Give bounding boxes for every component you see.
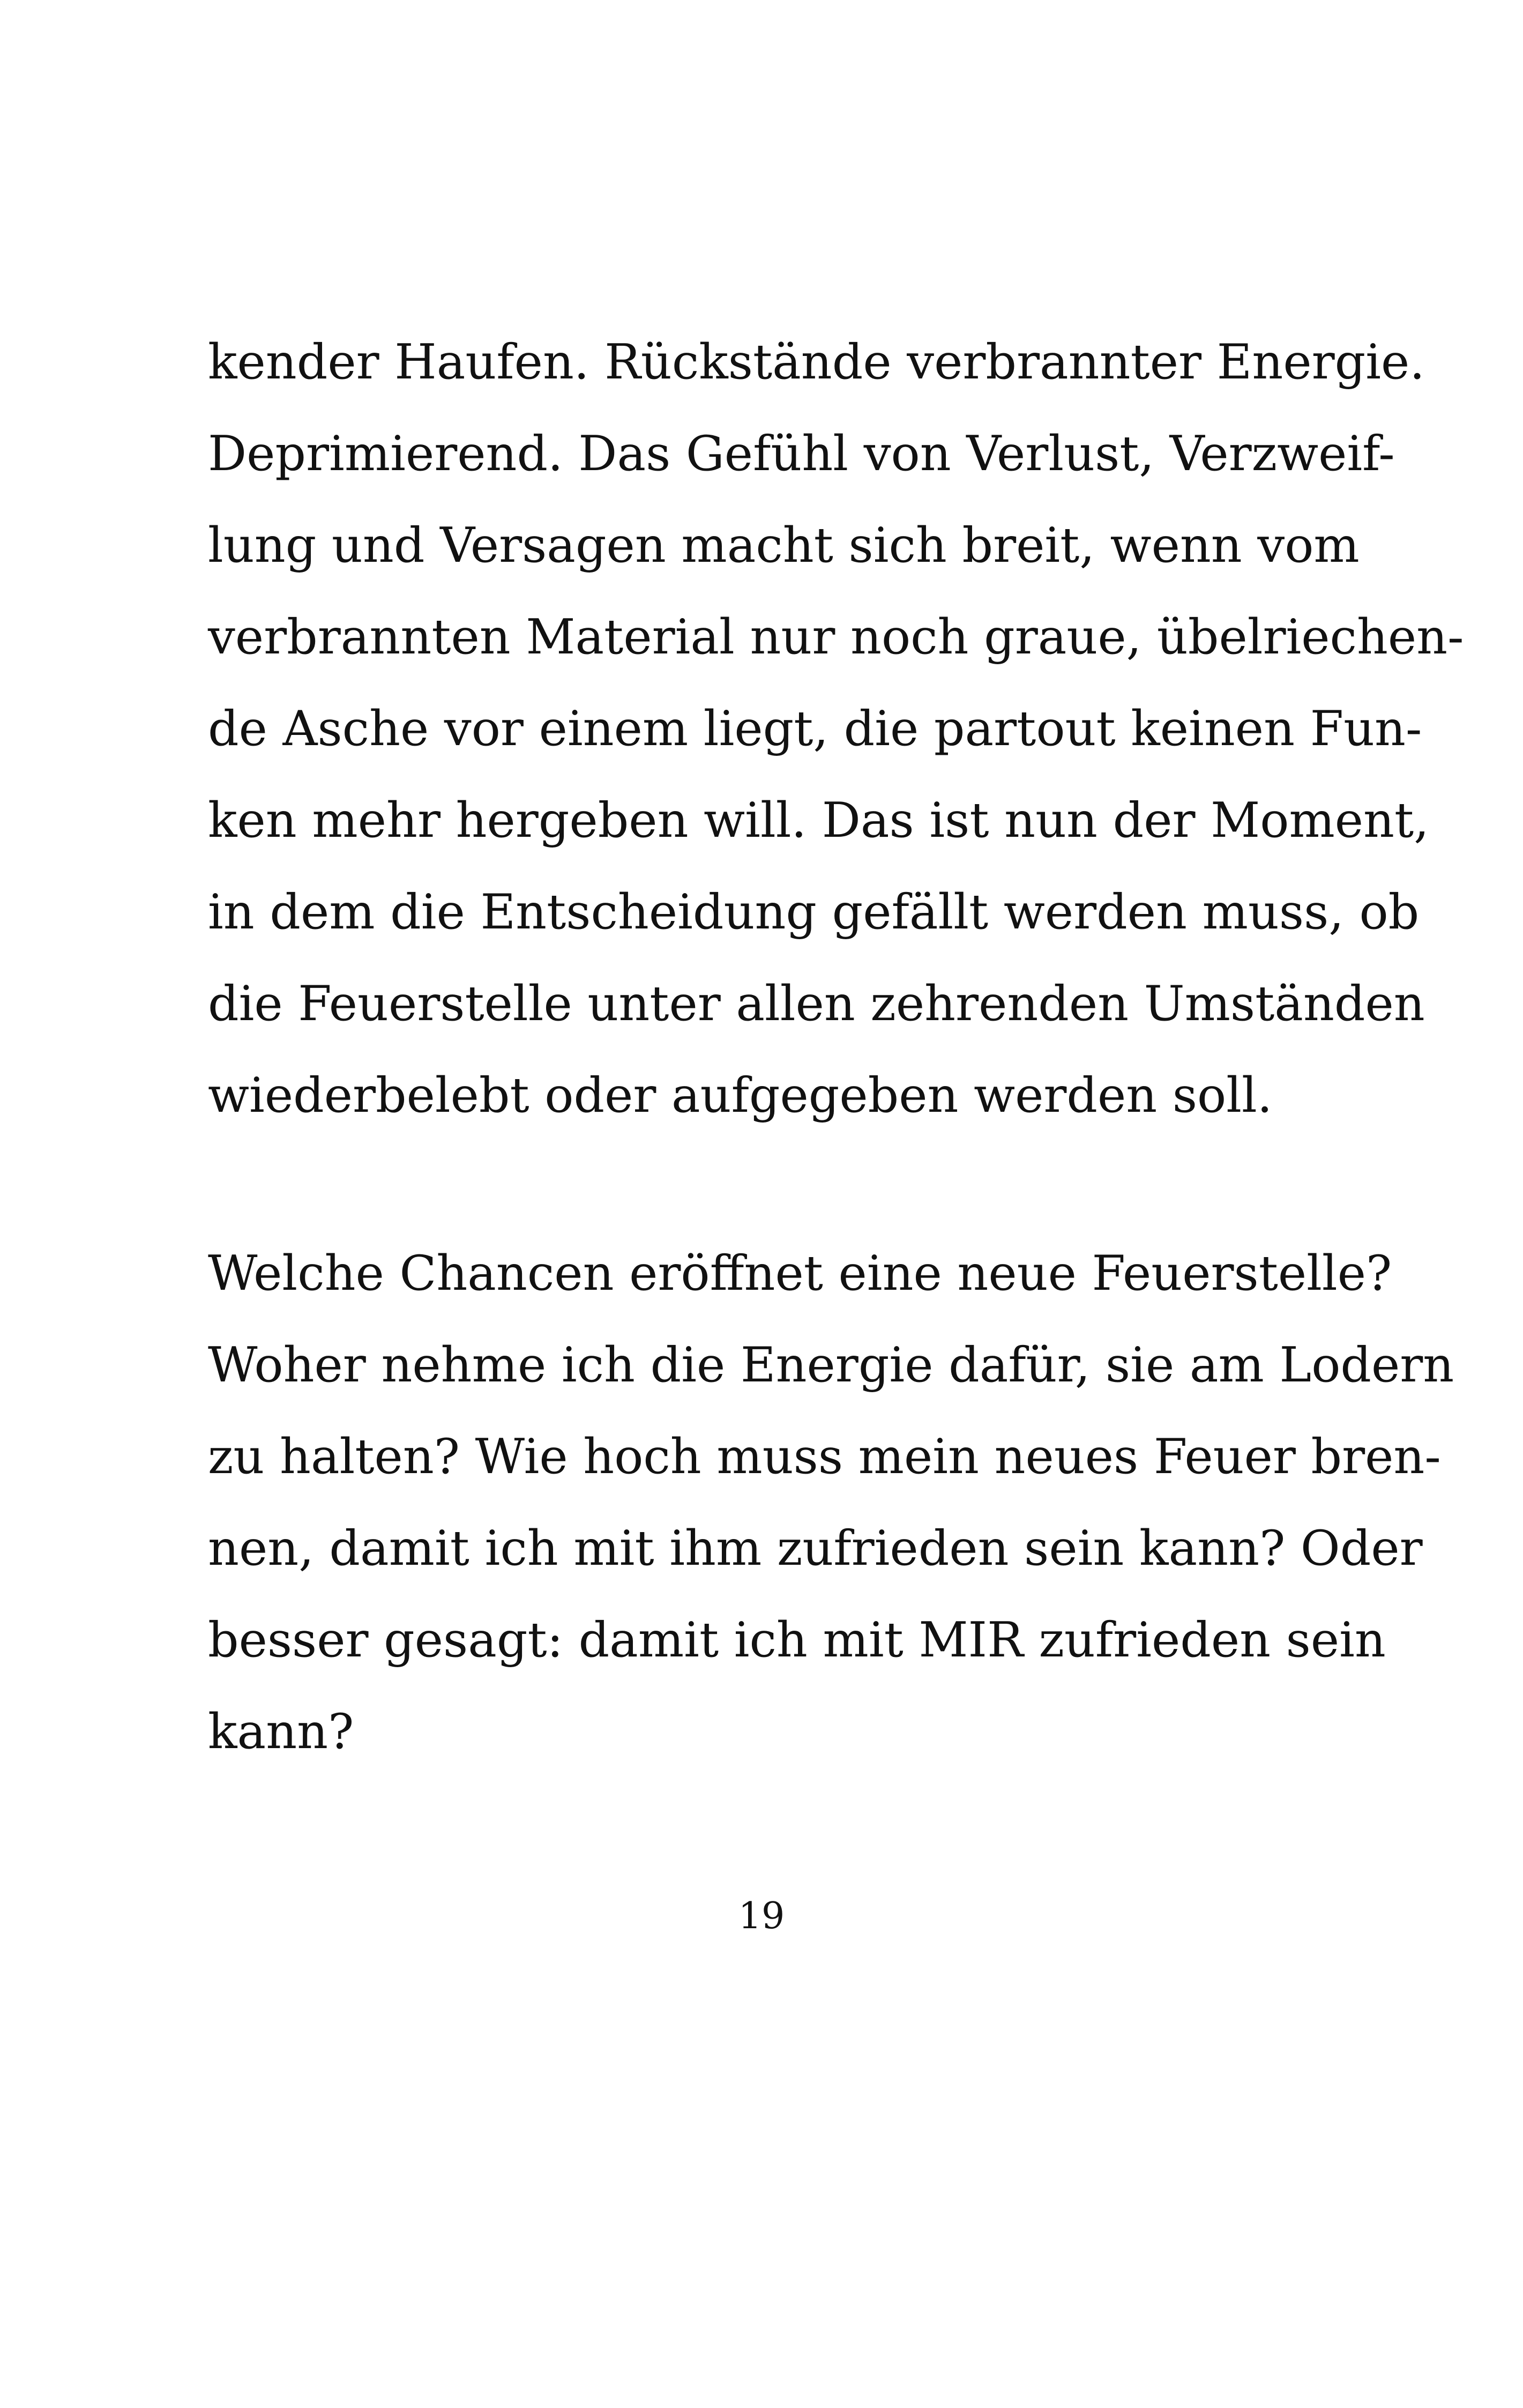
text-line: zu halten? Wie hoch muss mein neues Feuer bren-: [208, 1429, 1441, 1485]
text-line: in dem die Entscheidung gefällt werden muss, ob: [208, 884, 1420, 940]
text-line: die Feuerstelle unter allen zehrenden Umständen: [208, 976, 1425, 1032]
text-line: Woher nehme ich die Energie dafür, sie am Lodern: [208, 1337, 1454, 1393]
text-line: wiederbelebt oder aufgegeben werden soll.: [208, 1067, 1273, 1124]
paragraph-1: [208, 316, 1464, 1141]
page-number: 19: [738, 1895, 785, 1937]
text-line: lung und Versagen macht sich breit, wenn vom: [208, 517, 1360, 574]
text-line: Deprimierend. Das Gefühl von Verlust, Verzweif-: [208, 426, 1395, 482]
text-line: de Asche vor einem liegt, die partout keinen Fun-: [208, 701, 1422, 757]
text-line: Welche Chancen eröffnet eine neue Feuerstelle?: [208, 1245, 1392, 1302]
text-line: verbrannten Material nur noch graue, übelriechen-: [208, 609, 1464, 665]
text-line: kann?: [208, 1704, 354, 1760]
text-line: ken mehr hergeben will. Das ist nun der Moment,: [208, 792, 1429, 849]
paragraph-2: [208, 1228, 1454, 1778]
text-line: nen, damit ich mit ihm zufrieden sein kann? Oder: [208, 1520, 1423, 1577]
text-line: kender Haufen. Rückstände verbrannter Energie.: [208, 334, 1425, 390]
text-line: besser gesagt: damit ich mit MIR zufrieden sein: [208, 1612, 1386, 1668]
